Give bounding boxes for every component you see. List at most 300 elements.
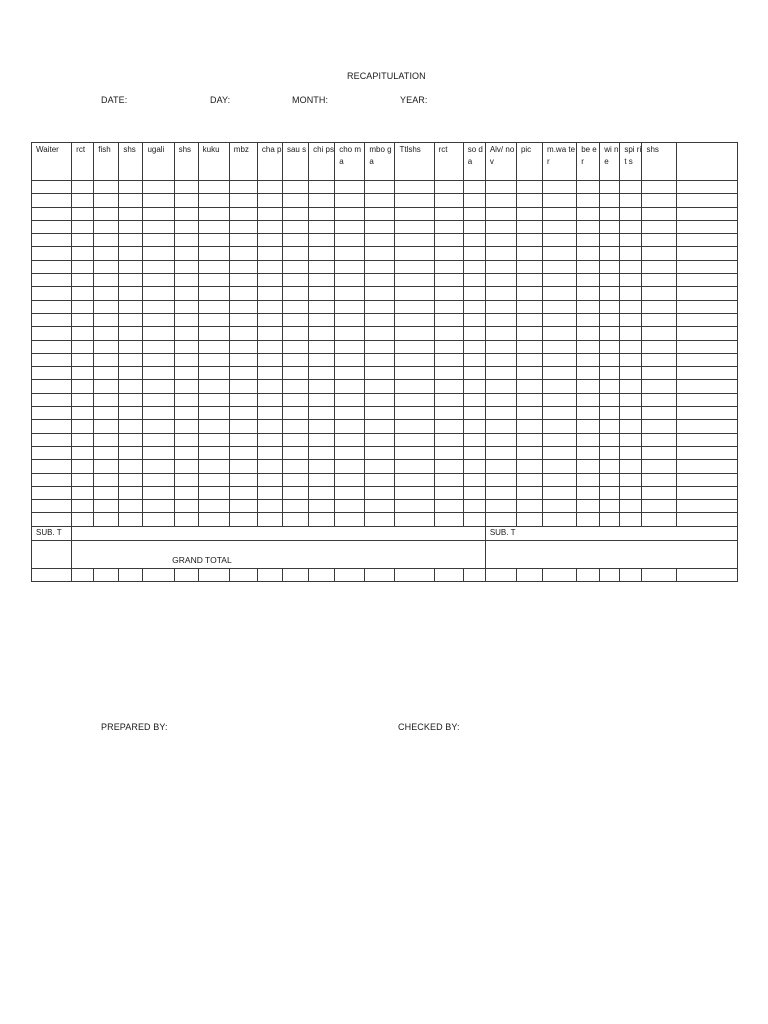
table-cell[interactable] bbox=[143, 420, 174, 433]
table-cell[interactable] bbox=[676, 313, 737, 326]
table-cell[interactable] bbox=[516, 220, 542, 233]
table-cell[interactable] bbox=[257, 300, 282, 313]
table-cell[interactable] bbox=[174, 260, 198, 273]
table-cell[interactable] bbox=[642, 500, 676, 513]
table-cell[interactable] bbox=[257, 513, 282, 526]
table-cell[interactable] bbox=[94, 287, 119, 300]
table-cell[interactable] bbox=[543, 500, 577, 513]
table-cell[interactable] bbox=[485, 367, 516, 380]
table-cell[interactable] bbox=[174, 473, 198, 486]
table-cell[interactable] bbox=[516, 287, 542, 300]
table-cell[interactable] bbox=[119, 513, 143, 526]
table-cell[interactable] bbox=[229, 181, 257, 194]
table-cell[interactable] bbox=[94, 473, 119, 486]
total-cell[interactable] bbox=[72, 568, 94, 581]
table-cell[interactable] bbox=[282, 287, 308, 300]
table-cell[interactable] bbox=[72, 367, 94, 380]
table-cell[interactable] bbox=[32, 260, 72, 273]
table-cell[interactable] bbox=[257, 194, 282, 207]
table-cell[interactable] bbox=[282, 194, 308, 207]
table-cell[interactable] bbox=[395, 460, 434, 473]
table-cell[interactable] bbox=[94, 407, 119, 420]
table-cell[interactable] bbox=[94, 420, 119, 433]
table-cell[interactable] bbox=[32, 380, 72, 393]
table-cell[interactable] bbox=[577, 367, 600, 380]
total-cell[interactable] bbox=[94, 568, 119, 581]
table-cell[interactable] bbox=[335, 486, 365, 499]
table-cell[interactable] bbox=[395, 287, 434, 300]
table-cell[interactable] bbox=[94, 260, 119, 273]
table-cell[interactable] bbox=[516, 207, 542, 220]
table-cell[interactable] bbox=[309, 327, 335, 340]
table-cell[interactable] bbox=[72, 460, 94, 473]
table-cell[interactable] bbox=[676, 380, 737, 393]
table-cell[interactable] bbox=[32, 420, 72, 433]
table-cell[interactable] bbox=[516, 407, 542, 420]
table-cell[interactable] bbox=[309, 446, 335, 459]
table-cell[interactable] bbox=[620, 220, 642, 233]
table-cell[interactable] bbox=[642, 300, 676, 313]
table-cell[interactable] bbox=[143, 513, 174, 526]
table-cell[interactable] bbox=[335, 260, 365, 273]
table-cell[interactable] bbox=[143, 234, 174, 247]
table-cell[interactable] bbox=[72, 433, 94, 446]
table-cell[interactable] bbox=[335, 500, 365, 513]
table-cell[interactable] bbox=[434, 181, 463, 194]
table-cell[interactable] bbox=[282, 313, 308, 326]
table-cell[interactable] bbox=[543, 340, 577, 353]
table-cell[interactable] bbox=[119, 433, 143, 446]
table-cell[interactable] bbox=[365, 220, 395, 233]
total-cell[interactable] bbox=[119, 568, 143, 581]
table-cell[interactable] bbox=[335, 473, 365, 486]
total-cell[interactable] bbox=[676, 568, 737, 581]
table-cell[interactable] bbox=[229, 313, 257, 326]
table-cell[interactable] bbox=[577, 234, 600, 247]
table-cell[interactable] bbox=[642, 234, 676, 247]
table-cell[interactable] bbox=[174, 340, 198, 353]
table-cell[interactable] bbox=[143, 460, 174, 473]
table-cell[interactable] bbox=[229, 234, 257, 247]
table-cell[interactable] bbox=[282, 207, 308, 220]
table-cell[interactable] bbox=[543, 460, 577, 473]
table-cell[interactable] bbox=[543, 300, 577, 313]
table-cell[interactable] bbox=[143, 220, 174, 233]
table-cell[interactable] bbox=[198, 287, 229, 300]
table-cell[interactable] bbox=[94, 207, 119, 220]
table-cell[interactable] bbox=[434, 207, 463, 220]
table-cell[interactable] bbox=[600, 420, 620, 433]
table-cell[interactable] bbox=[642, 274, 676, 287]
table-cell[interactable] bbox=[257, 460, 282, 473]
table-cell[interactable] bbox=[485, 433, 516, 446]
table-cell[interactable] bbox=[600, 446, 620, 459]
table-cell[interactable] bbox=[335, 460, 365, 473]
table-cell[interactable] bbox=[94, 327, 119, 340]
table-cell[interactable] bbox=[516, 473, 542, 486]
total-cell[interactable] bbox=[485, 568, 516, 581]
table-cell[interactable] bbox=[335, 367, 365, 380]
sub-total-cell[interactable] bbox=[72, 526, 486, 540]
table-cell[interactable] bbox=[676, 234, 737, 247]
table-cell[interactable] bbox=[434, 367, 463, 380]
table-cell[interactable] bbox=[94, 486, 119, 499]
table-cell[interactable] bbox=[72, 500, 94, 513]
table-cell[interactable] bbox=[600, 247, 620, 260]
table-cell[interactable] bbox=[229, 460, 257, 473]
table-cell[interactable] bbox=[485, 300, 516, 313]
table-cell[interactable] bbox=[309, 260, 335, 273]
table-cell[interactable] bbox=[257, 220, 282, 233]
table-cell[interactable] bbox=[257, 407, 282, 420]
table-cell[interactable] bbox=[485, 486, 516, 499]
table-cell[interactable] bbox=[282, 407, 308, 420]
table-cell[interactable] bbox=[309, 513, 335, 526]
table-cell[interactable] bbox=[32, 287, 72, 300]
table-cell[interactable] bbox=[32, 353, 72, 366]
table-cell[interactable] bbox=[516, 500, 542, 513]
table-cell[interactable] bbox=[620, 380, 642, 393]
table-cell[interactable] bbox=[676, 367, 737, 380]
table-cell[interactable] bbox=[516, 181, 542, 194]
table-cell[interactable] bbox=[365, 234, 395, 247]
table-cell[interactable] bbox=[577, 207, 600, 220]
table-cell[interactable] bbox=[174, 367, 198, 380]
table-cell[interactable] bbox=[119, 460, 143, 473]
table-cell[interactable] bbox=[395, 234, 434, 247]
table-cell[interactable] bbox=[365, 486, 395, 499]
table-cell[interactable] bbox=[335, 287, 365, 300]
table-cell[interactable] bbox=[143, 486, 174, 499]
table-cell[interactable] bbox=[174, 274, 198, 287]
table-cell[interactable] bbox=[463, 393, 485, 406]
total-cell[interactable] bbox=[282, 568, 308, 581]
table-cell[interactable] bbox=[485, 194, 516, 207]
table-cell[interactable] bbox=[463, 486, 485, 499]
table-cell[interactable] bbox=[577, 433, 600, 446]
table-cell[interactable] bbox=[620, 393, 642, 406]
table-cell[interactable] bbox=[198, 181, 229, 194]
table-cell[interactable] bbox=[463, 234, 485, 247]
table-cell[interactable] bbox=[32, 513, 72, 526]
table-cell[interactable] bbox=[434, 340, 463, 353]
table-cell[interactable] bbox=[94, 367, 119, 380]
table-cell[interactable] bbox=[119, 234, 143, 247]
table-cell[interactable] bbox=[229, 340, 257, 353]
table-cell[interactable] bbox=[485, 473, 516, 486]
table-cell[interactable] bbox=[485, 353, 516, 366]
table-cell[interactable] bbox=[198, 380, 229, 393]
table-cell[interactable] bbox=[642, 420, 676, 433]
table-cell[interactable] bbox=[642, 433, 676, 446]
table-cell[interactable] bbox=[434, 194, 463, 207]
table-cell[interactable] bbox=[485, 420, 516, 433]
table-cell[interactable] bbox=[600, 313, 620, 326]
table-cell[interactable] bbox=[94, 513, 119, 526]
table-cell[interactable] bbox=[309, 181, 335, 194]
table-cell[interactable] bbox=[119, 486, 143, 499]
table-cell[interactable] bbox=[642, 207, 676, 220]
table-cell[interactable] bbox=[600, 486, 620, 499]
table-cell[interactable] bbox=[620, 207, 642, 220]
table-cell[interactable] bbox=[32, 327, 72, 340]
table-cell[interactable] bbox=[543, 287, 577, 300]
table-cell[interactable] bbox=[309, 420, 335, 433]
table-cell[interactable] bbox=[395, 420, 434, 433]
table-cell[interactable] bbox=[257, 313, 282, 326]
table-cell[interactable] bbox=[198, 313, 229, 326]
table-cell[interactable] bbox=[463, 274, 485, 287]
table-cell[interactable] bbox=[198, 353, 229, 366]
table-cell[interactable] bbox=[72, 287, 94, 300]
table-cell[interactable] bbox=[282, 274, 308, 287]
table-cell[interactable] bbox=[577, 486, 600, 499]
table-cell[interactable] bbox=[577, 500, 600, 513]
table-cell[interactable] bbox=[309, 367, 335, 380]
table-cell[interactable] bbox=[543, 260, 577, 273]
table-cell[interactable] bbox=[642, 460, 676, 473]
table-cell[interactable] bbox=[434, 327, 463, 340]
table-cell[interactable] bbox=[642, 380, 676, 393]
table-cell[interactable] bbox=[620, 420, 642, 433]
table-cell[interactable] bbox=[198, 486, 229, 499]
table-cell[interactable] bbox=[463, 433, 485, 446]
table-cell[interactable] bbox=[119, 500, 143, 513]
table-cell[interactable] bbox=[676, 340, 737, 353]
table-cell[interactable] bbox=[94, 181, 119, 194]
table-cell[interactable] bbox=[577, 181, 600, 194]
table-cell[interactable] bbox=[198, 446, 229, 459]
table-cell[interactable] bbox=[395, 500, 434, 513]
table-cell[interactable] bbox=[600, 367, 620, 380]
table-cell[interactable] bbox=[600, 260, 620, 273]
table-cell[interactable] bbox=[282, 300, 308, 313]
table-cell[interactable] bbox=[32, 207, 72, 220]
table-cell[interactable] bbox=[516, 420, 542, 433]
table-cell[interactable] bbox=[119, 327, 143, 340]
table-cell[interactable] bbox=[72, 313, 94, 326]
table-cell[interactable] bbox=[365, 500, 395, 513]
table-cell[interactable] bbox=[434, 247, 463, 260]
table-cell[interactable] bbox=[94, 353, 119, 366]
table-cell[interactable] bbox=[463, 194, 485, 207]
table-cell[interactable] bbox=[485, 513, 516, 526]
table-cell[interactable] bbox=[543, 433, 577, 446]
table-cell[interactable] bbox=[600, 327, 620, 340]
table-cell[interactable] bbox=[282, 393, 308, 406]
table-cell[interactable] bbox=[257, 287, 282, 300]
table-cell[interactable] bbox=[395, 393, 434, 406]
table-cell[interactable] bbox=[365, 460, 395, 473]
table-cell[interactable] bbox=[229, 500, 257, 513]
table-cell[interactable] bbox=[143, 327, 174, 340]
total-cell[interactable] bbox=[257, 568, 282, 581]
table-cell[interactable] bbox=[94, 340, 119, 353]
table-cell[interactable] bbox=[365, 181, 395, 194]
table-cell[interactable] bbox=[143, 473, 174, 486]
table-cell[interactable] bbox=[335, 220, 365, 233]
table-cell[interactable] bbox=[676, 420, 737, 433]
table-cell[interactable] bbox=[543, 234, 577, 247]
table-cell[interactable] bbox=[543, 367, 577, 380]
table-cell[interactable] bbox=[119, 393, 143, 406]
table-cell[interactable] bbox=[174, 220, 198, 233]
table-cell[interactable] bbox=[395, 340, 434, 353]
table-cell[interactable] bbox=[198, 274, 229, 287]
table-cell[interactable] bbox=[335, 393, 365, 406]
table-cell[interactable] bbox=[485, 380, 516, 393]
table-cell[interactable] bbox=[94, 500, 119, 513]
table-cell[interactable] bbox=[94, 234, 119, 247]
table-cell[interactable] bbox=[463, 446, 485, 459]
table-cell[interactable] bbox=[516, 393, 542, 406]
table-cell[interactable] bbox=[485, 220, 516, 233]
table-cell[interactable] bbox=[577, 380, 600, 393]
table-cell[interactable] bbox=[365, 393, 395, 406]
table-cell[interactable] bbox=[72, 260, 94, 273]
table-cell[interactable] bbox=[229, 380, 257, 393]
table-cell[interactable] bbox=[198, 433, 229, 446]
table-cell[interactable] bbox=[395, 181, 434, 194]
table-cell[interactable] bbox=[72, 446, 94, 459]
table-cell[interactable] bbox=[32, 473, 72, 486]
table-cell[interactable] bbox=[676, 181, 737, 194]
table-cell[interactable] bbox=[485, 287, 516, 300]
table-cell[interactable] bbox=[174, 393, 198, 406]
table-cell[interactable] bbox=[143, 433, 174, 446]
table-cell[interactable] bbox=[620, 234, 642, 247]
table-cell[interactable] bbox=[600, 287, 620, 300]
grand-total-cell[interactable] bbox=[485, 540, 737, 568]
table-cell[interactable] bbox=[365, 327, 395, 340]
table-cell[interactable] bbox=[72, 420, 94, 433]
table-cell[interactable] bbox=[395, 367, 434, 380]
table-cell[interactable] bbox=[620, 313, 642, 326]
table-cell[interactable] bbox=[434, 420, 463, 433]
table-cell[interactable] bbox=[577, 300, 600, 313]
table-cell[interactable] bbox=[309, 194, 335, 207]
table-cell[interactable] bbox=[485, 247, 516, 260]
table-cell[interactable] bbox=[94, 433, 119, 446]
table-cell[interactable] bbox=[676, 220, 737, 233]
table-cell[interactable] bbox=[257, 486, 282, 499]
table-cell[interactable] bbox=[642, 486, 676, 499]
table-cell[interactable] bbox=[257, 393, 282, 406]
table-cell[interactable] bbox=[335, 234, 365, 247]
table-cell[interactable] bbox=[642, 340, 676, 353]
table-cell[interactable] bbox=[485, 407, 516, 420]
table-cell[interactable] bbox=[119, 473, 143, 486]
table-cell[interactable] bbox=[463, 287, 485, 300]
table-cell[interactable] bbox=[676, 460, 737, 473]
table-cell[interactable] bbox=[309, 313, 335, 326]
table-cell[interactable] bbox=[198, 407, 229, 420]
table-cell[interactable] bbox=[620, 353, 642, 366]
table-cell[interactable] bbox=[257, 181, 282, 194]
table-cell[interactable] bbox=[485, 460, 516, 473]
table-cell[interactable] bbox=[174, 234, 198, 247]
table-cell[interactable] bbox=[463, 220, 485, 233]
table-cell[interactable] bbox=[119, 340, 143, 353]
table-cell[interactable] bbox=[143, 300, 174, 313]
table-cell[interactable] bbox=[577, 446, 600, 459]
table-cell[interactable] bbox=[365, 274, 395, 287]
total-cell[interactable] bbox=[229, 568, 257, 581]
table-cell[interactable] bbox=[485, 234, 516, 247]
table-cell[interactable] bbox=[72, 194, 94, 207]
table-cell[interactable] bbox=[600, 407, 620, 420]
table-cell[interactable] bbox=[485, 340, 516, 353]
table-cell[interactable] bbox=[543, 420, 577, 433]
table-cell[interactable] bbox=[229, 353, 257, 366]
table-cell[interactable] bbox=[309, 220, 335, 233]
table-cell[interactable] bbox=[543, 194, 577, 207]
table-cell[interactable] bbox=[198, 420, 229, 433]
table-cell[interactable] bbox=[577, 247, 600, 260]
table-cell[interactable] bbox=[229, 220, 257, 233]
table-cell[interactable] bbox=[143, 340, 174, 353]
table-cell[interactable] bbox=[543, 207, 577, 220]
table-cell[interactable] bbox=[257, 353, 282, 366]
table-cell[interactable] bbox=[257, 207, 282, 220]
table-cell[interactable] bbox=[676, 407, 737, 420]
table-cell[interactable] bbox=[485, 274, 516, 287]
table-cell[interactable] bbox=[32, 313, 72, 326]
table-cell[interactable] bbox=[198, 393, 229, 406]
table-cell[interactable] bbox=[143, 353, 174, 366]
table-cell[interactable] bbox=[143, 260, 174, 273]
table-cell[interactable] bbox=[485, 260, 516, 273]
table-cell[interactable] bbox=[516, 380, 542, 393]
table-cell[interactable] bbox=[257, 446, 282, 459]
table-cell[interactable] bbox=[119, 274, 143, 287]
table-cell[interactable] bbox=[143, 446, 174, 459]
table-cell[interactable] bbox=[577, 220, 600, 233]
table-cell[interactable] bbox=[174, 247, 198, 260]
table-cell[interactable] bbox=[600, 513, 620, 526]
total-cell[interactable] bbox=[143, 568, 174, 581]
table-cell[interactable] bbox=[198, 300, 229, 313]
table-cell[interactable] bbox=[335, 274, 365, 287]
table-cell[interactable] bbox=[174, 513, 198, 526]
table-cell[interactable] bbox=[620, 407, 642, 420]
table-cell[interactable] bbox=[516, 234, 542, 247]
table-cell[interactable] bbox=[676, 393, 737, 406]
table-cell[interactable] bbox=[600, 393, 620, 406]
table-cell[interactable] bbox=[516, 486, 542, 499]
table-cell[interactable] bbox=[143, 393, 174, 406]
total-cell[interactable] bbox=[32, 568, 72, 581]
table-cell[interactable] bbox=[620, 486, 642, 499]
table-cell[interactable] bbox=[335, 420, 365, 433]
table-cell[interactable] bbox=[395, 353, 434, 366]
table-cell[interactable] bbox=[463, 473, 485, 486]
table-cell[interactable] bbox=[309, 500, 335, 513]
table-cell[interactable] bbox=[463, 260, 485, 273]
table-cell[interactable] bbox=[229, 420, 257, 433]
total-cell[interactable] bbox=[642, 568, 676, 581]
table-cell[interactable] bbox=[309, 407, 335, 420]
table-cell[interactable] bbox=[72, 473, 94, 486]
table-cell[interactable] bbox=[282, 340, 308, 353]
table-cell[interactable] bbox=[642, 407, 676, 420]
table-cell[interactable] bbox=[577, 274, 600, 287]
table-cell[interactable] bbox=[642, 194, 676, 207]
table-cell[interactable] bbox=[32, 300, 72, 313]
table-cell[interactable] bbox=[485, 327, 516, 340]
table-cell[interactable] bbox=[463, 300, 485, 313]
table-cell[interactable] bbox=[620, 194, 642, 207]
